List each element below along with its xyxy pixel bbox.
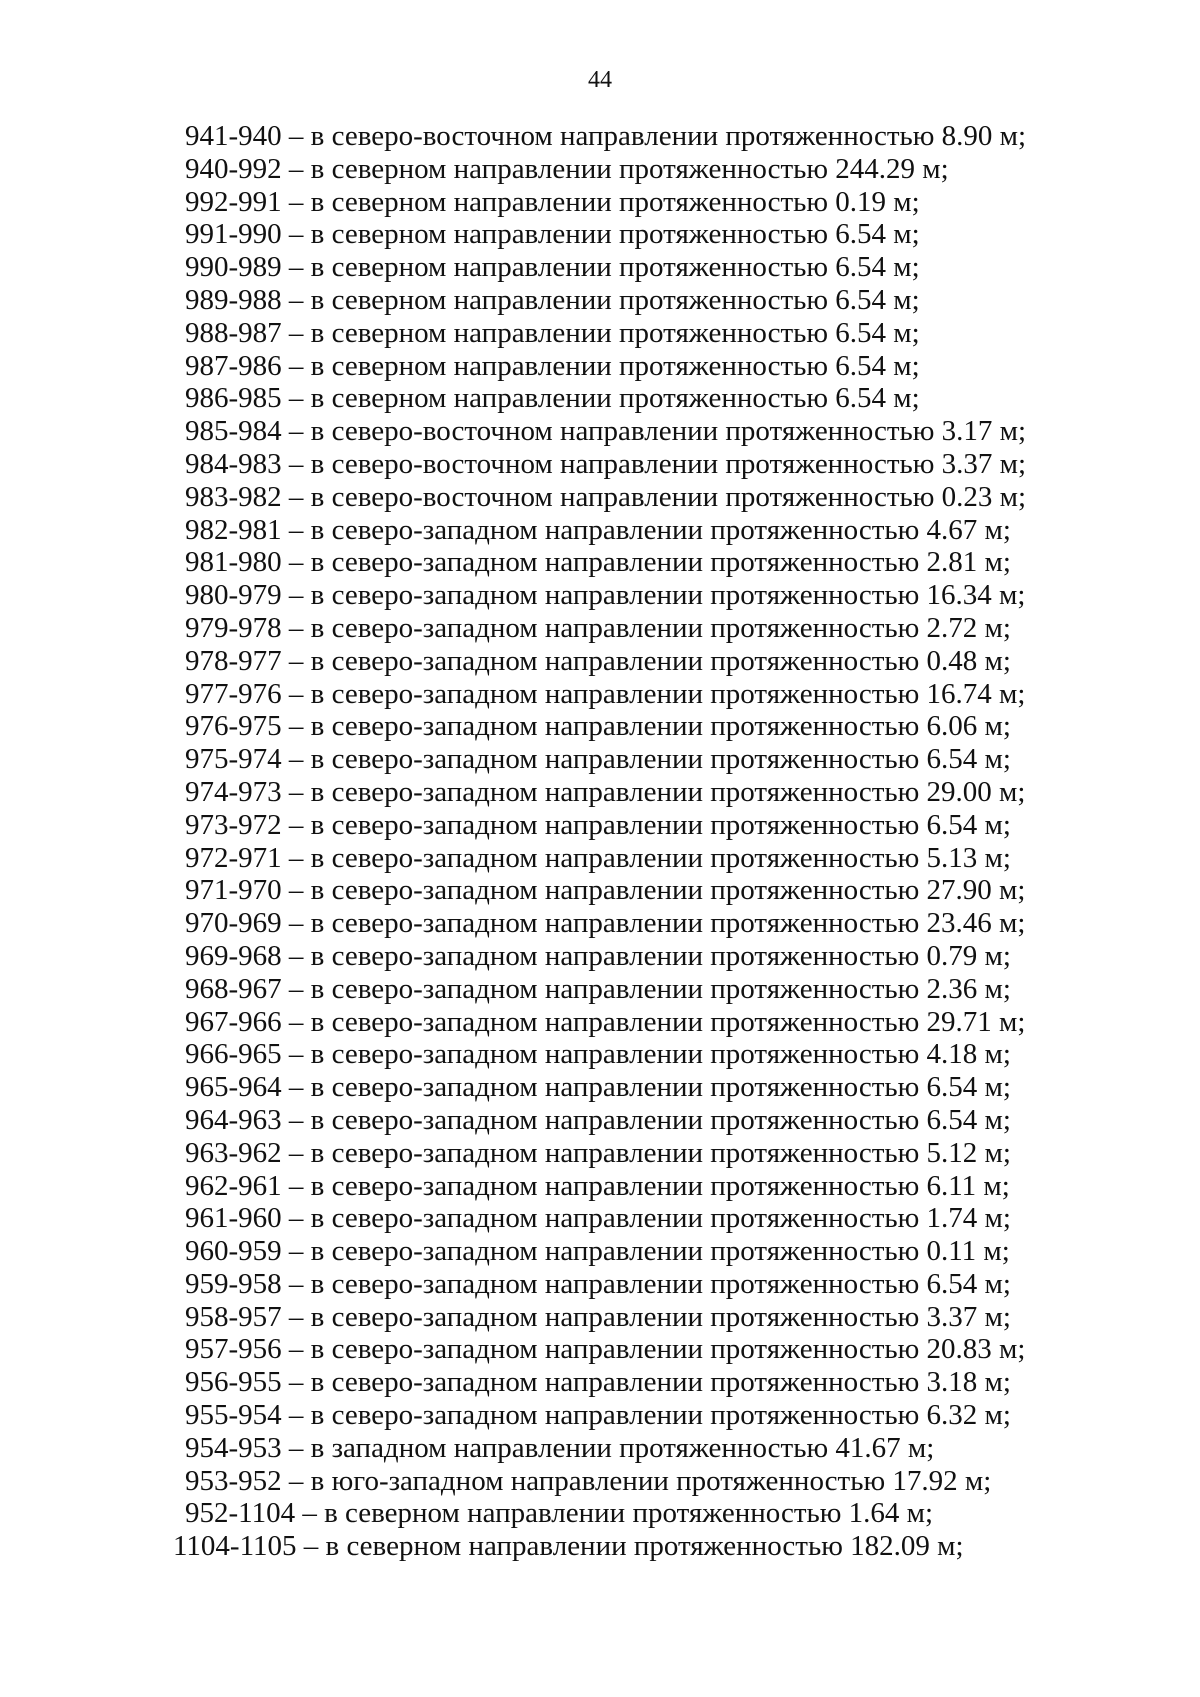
segment-line: 952-1104 – в северном направлении протяженностью 1.64 м; bbox=[185, 1497, 934, 1530]
segment-line: 1104-1105 – в северном направлении протяженностью 182.09 м; bbox=[173, 1530, 964, 1563]
segment-line: 965-964 – в северо-западном направлении протяженностью 6.54 м; bbox=[185, 1071, 1011, 1104]
segment-line: 962-961 – в северо-западном направлении протяженностью 6.11 м; bbox=[185, 1169, 1010, 1202]
segment-line: 974-973 – в северо-западном направлении протяженностью 29.00 м; bbox=[185, 775, 1026, 808]
segment-line: 959-958 – в северо-западном направлении протяженностью 6.54 м; bbox=[185, 1267, 1011, 1300]
segment-line: 963-962 – в северо-западном направлении протяженностью 5.12 м; bbox=[185, 1136, 1011, 1169]
segment-line: 975-974 – в северо-западном направлении протяженностью 6.54 м; bbox=[185, 743, 1011, 776]
segment-line: 978-977 – в северо-западном направлении протяженностью 0.48 м; bbox=[185, 644, 1011, 677]
segment-line: 981-980 – в северо-западном направлении протяженностью 2.81 м; bbox=[185, 546, 1011, 579]
boundary-segment-list bbox=[173, 120, 1145, 1563]
segment-line: 969-968 – в северо-западном направлении протяженностью 0.79 м; bbox=[185, 939, 1011, 972]
segment-line: 971-970 – в северо-западном направлении протяженностью 27.90 м; bbox=[185, 874, 1026, 907]
segment-line: 953-952 – в юго-западном направлении протяженностью 17.92 м; bbox=[185, 1464, 992, 1497]
segment-line: 989-988 – в северном направлении протяженностью 6.54 м; bbox=[185, 283, 920, 316]
segment-line: 941-940 – в северо-восточном направлении протяженностью 8.90 м; bbox=[185, 120, 1027, 152]
page-number: 44 bbox=[588, 67, 612, 93]
segment-line: 976-975 – в северо-западном направлении протяженностью 6.06 м; bbox=[185, 710, 1011, 743]
segment-line: 987-986 – в северном направлении протяженностью 6.54 м; bbox=[185, 349, 920, 382]
segment-line: 957-956 – в северо-западном направлении протяженностью 20.83 м; bbox=[185, 1333, 1026, 1366]
segment-line: 973-972 – в северо-западном направлении протяженностью 6.54 м; bbox=[185, 808, 1011, 841]
segment-line: 985-984 – в северо-восточном направлении протяженностью 3.17 м; bbox=[185, 415, 1027, 448]
segment-line: 955-954 – в северо-западном направлении протяженностью 6.32 м; bbox=[185, 1399, 1011, 1432]
segment-line: 967-966 – в северо-западном направлении протяженностью 29.71 м; bbox=[185, 1005, 1026, 1038]
segment-line: 986-985 – в северном направлении протяженностью 6.54 м; bbox=[185, 382, 920, 415]
segment-line: 972-971 – в северо-западном направлении протяженностью 5.13 м; bbox=[185, 841, 1011, 874]
segment-line: 966-965 – в северо-западном направлении протяженностью 4.18 м; bbox=[185, 1038, 1011, 1071]
segment-line: 956-955 – в северо-западном направлении протяженностью 3.18 м; bbox=[185, 1366, 1011, 1399]
segment-line: 958-957 – в северо-западном направлении протяженностью 3.37 м; bbox=[185, 1300, 1011, 1333]
segment-line: 970-969 – в северо-западном направлении протяженностью 23.46 м; bbox=[185, 907, 1026, 940]
segment-line: 982-981 – в северо-западном направлении протяженностью 4.67 м; bbox=[185, 513, 1011, 546]
segment-line: 988-987 – в северном направлении протяженностью 6.54 м; bbox=[185, 316, 920, 349]
segment-line: 983-982 – в северо-восточном направлении протяженностью 0.23 м; bbox=[185, 480, 1027, 513]
segment-line: 940-992 – в северном направлении протяженностью 244.29 м; bbox=[185, 152, 949, 185]
segment-line: 979-978 – в северо-западном направлении протяженностью 2.72 м; bbox=[185, 611, 1011, 644]
segment-line: 964-963 – в северо-западном направлении протяженностью 6.54 м; bbox=[185, 1103, 1011, 1136]
segment-line: 968-967 – в северо-западном направлении протяженностью 2.36 м; bbox=[185, 972, 1011, 1005]
segment-line: 990-989 – в северном направлении протяженностью 6.54 м; bbox=[185, 251, 920, 284]
segment-line: 961-960 – в северо-западном направлении протяженностью 1.74 м; bbox=[185, 1202, 1011, 1235]
segment-line: 977-976 – в северо-западном направлении протяженностью 16.74 м; bbox=[185, 677, 1026, 710]
segment-line: 960-959 – в северо-западном направлении протяженностью 0.11 м; bbox=[185, 1235, 1010, 1268]
segment-line: 984-983 – в северо-восточном направлении протяженностью 3.37 м; bbox=[185, 447, 1027, 480]
segment-line: 992-991 – в северном направлении протяженностью 0.19 м; bbox=[185, 185, 920, 218]
segment-line: 954-953 – в западном направлении протяженностью 41.67 м; bbox=[185, 1431, 935, 1464]
segment-line: 980-979 – в северо-западном направлении протяженностью 16.34 м; bbox=[185, 579, 1026, 612]
segment-line: 991-990 – в северном направлении протяженностью 6.54 м; bbox=[185, 218, 920, 251]
